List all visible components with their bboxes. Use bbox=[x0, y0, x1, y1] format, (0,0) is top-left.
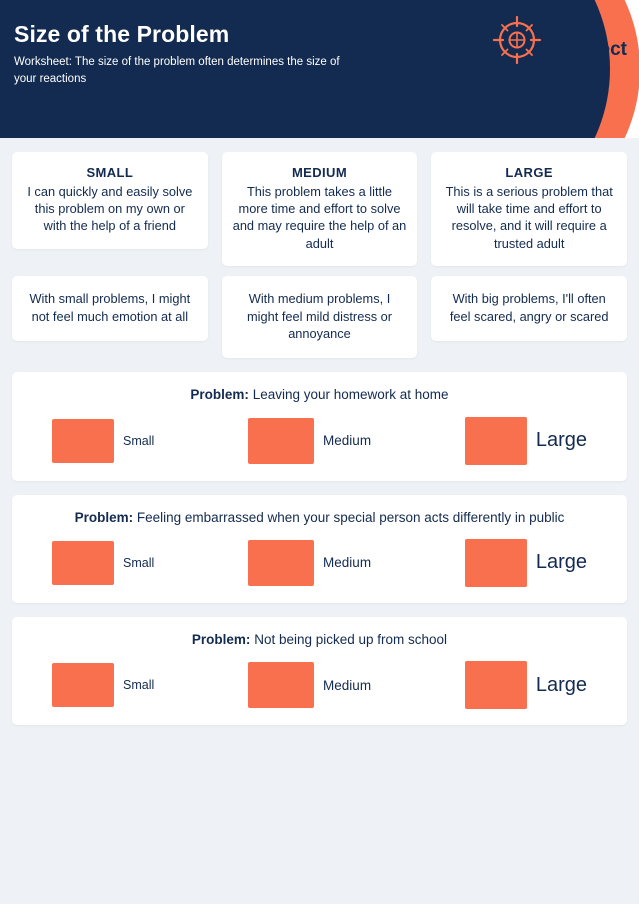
problem-2-option-small[interactable] bbox=[52, 541, 154, 585]
header-text-block bbox=[14, 22, 344, 87]
problem-3-option-small-label: Small bbox=[123, 678, 155, 693]
problem-3-text: Not being picked up from school bbox=[254, 631, 448, 647]
answer-box-large-icon[interactable] bbox=[465, 539, 527, 587]
problem-2-option-large-label: Large bbox=[535, 551, 587, 574]
problem-panel-3 bbox=[12, 617, 627, 725]
problem-1-label: Problem: bbox=[190, 387, 249, 403]
emotion-row bbox=[0, 276, 639, 358]
problem-3-option-large[interactable] bbox=[465, 661, 587, 709]
size-card-small-caption: SMALL bbox=[86, 165, 134, 180]
answer-box-small-icon[interactable] bbox=[52, 541, 114, 585]
problem-2-option-medium-label: Medium bbox=[323, 555, 372, 571]
emotion-card-medium: With medium problems, I might feel mild distress or annoyance bbox=[222, 276, 418, 358]
size-card-large-caption: LARGE bbox=[505, 165, 553, 180]
problem-panel-1 bbox=[12, 372, 627, 480]
size-card-large-text: This is a serious problem that will take time and effort to resolve, and it will require a trusted adult bbox=[445, 183, 613, 251]
emotion-card-small: With small problems, I might not feel much emotion at all bbox=[12, 276, 208, 341]
answer-box-medium-icon[interactable] bbox=[248, 662, 314, 708]
problem-3-option-medium-label: Medium bbox=[323, 677, 372, 693]
problem-1-options bbox=[26, 417, 613, 465]
problem-3-title bbox=[26, 631, 613, 649]
problem-1-option-large-label: Large bbox=[535, 429, 587, 452]
problem-2-option-large[interactable] bbox=[465, 539, 587, 587]
problem-2-option-medium[interactable] bbox=[248, 540, 371, 586]
page-subtitle: Worksheet: The size of the problem often determines the size of your reactions bbox=[14, 56, 340, 85]
brand-lockup bbox=[491, 14, 627, 66]
size-card-medium bbox=[222, 152, 418, 266]
size-card-medium-caption: MEDIUM bbox=[291, 165, 348, 180]
page-title: Size of the Problem bbox=[14, 21, 230, 47]
answer-box-medium-icon[interactable] bbox=[248, 418, 314, 464]
size-card-large bbox=[431, 152, 627, 266]
size-card-small bbox=[12, 152, 208, 249]
answer-box-large-icon[interactable] bbox=[465, 661, 527, 709]
brand-name bbox=[551, 20, 627, 60]
size-definition-row bbox=[0, 152, 639, 266]
problem-2-options bbox=[26, 539, 613, 587]
problem-1-option-medium-label: Medium bbox=[323, 433, 372, 449]
answer-box-small-icon[interactable] bbox=[52, 419, 114, 463]
problem-2-title bbox=[26, 509, 613, 527]
answer-box-small-icon[interactable] bbox=[52, 663, 114, 707]
problem-1-title bbox=[26, 386, 613, 404]
page-header bbox=[0, 0, 639, 138]
problem-3-option-medium[interactable] bbox=[248, 662, 371, 708]
brand-name-line2: Connect bbox=[551, 39, 627, 60]
problem-3-label: Problem: bbox=[191, 631, 251, 647]
answer-box-medium-icon[interactable] bbox=[248, 540, 314, 586]
brand-name-line1: Brain bbox=[551, 18, 600, 40]
problem-1-text: Leaving your homework at home bbox=[252, 387, 449, 403]
answer-box-large-icon[interactable] bbox=[465, 417, 527, 465]
emotion-card-large: With big problems, I'll often feel scared, angry or scared bbox=[431, 276, 627, 341]
size-card-small-text: I can quickly and easily solve this problem on my own or with the help of a friend bbox=[27, 183, 193, 234]
problem-2-text: Feeling embarrassed when your special person acts differently in public bbox=[136, 509, 565, 525]
problem-1-option-small-label: Small bbox=[123, 433, 155, 448]
problem-3-options bbox=[26, 661, 613, 709]
problem-panel-2 bbox=[12, 495, 627, 603]
problem-1-option-small[interactable] bbox=[52, 419, 154, 463]
problem-2-option-small-label: Small bbox=[123, 555, 155, 570]
problem-3-option-large-label: Large bbox=[535, 673, 587, 696]
problem-3-option-small[interactable] bbox=[52, 663, 154, 707]
problem-1-option-medium[interactable] bbox=[248, 418, 371, 464]
size-card-medium-text: This problem takes a little more time and effort to solve and may require the help of an adult bbox=[232, 183, 407, 251]
compass-brain-icon bbox=[491, 14, 543, 66]
problem-2-label: Problem: bbox=[74, 509, 134, 525]
problem-1-option-large[interactable] bbox=[465, 417, 587, 465]
